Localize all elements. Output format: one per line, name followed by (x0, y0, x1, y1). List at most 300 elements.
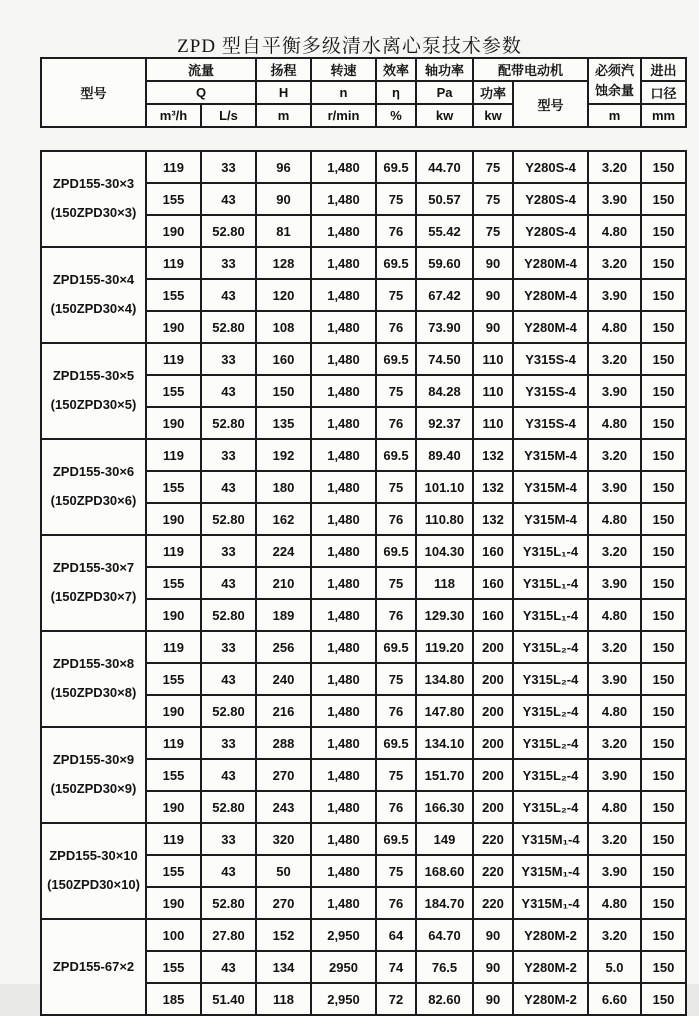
cell-efficiency-pct: 76 (376, 407, 416, 439)
header-head-unit: m (256, 104, 311, 127)
pump-model-alias: (150ZPD30×3) (50, 205, 137, 220)
header-flow-unit-m3h: m³/h (146, 104, 201, 127)
header-flow-symbol: Q (146, 81, 256, 104)
header-table (40, 57, 687, 128)
cell-speed-rpm: 1,480 (311, 247, 376, 279)
cell-inout-dia-mm: 150 (641, 951, 686, 983)
cell-inout-dia-mm: 150 (641, 919, 686, 951)
header-flow: 流量 (146, 58, 256, 81)
cell-npsh-m: 3.20 (588, 535, 641, 567)
cell-npsh-m: 3.90 (588, 567, 641, 599)
cell-npsh-m: 4.80 (588, 887, 641, 919)
pump-model-cell (41, 247, 146, 343)
cell-efficiency-pct: 69.5 (376, 247, 416, 279)
cell-efficiency-pct: 75 (376, 279, 416, 311)
cell-head-m: 189 (256, 599, 311, 631)
cell-inout-dia-mm: 150 (641, 663, 686, 695)
cell-flow-m3h: 190 (146, 791, 201, 823)
cell-efficiency-pct: 76 (376, 791, 416, 823)
cell-motor-model: Y315M-4 (513, 503, 588, 535)
header-speed: 转速 (311, 58, 376, 81)
table-row (41, 823, 686, 855)
cell-motor-model: Y315M-4 (513, 471, 588, 503)
cell-npsh-m: 3.90 (588, 375, 641, 407)
cell-shaft-power-kw: 59.60 (416, 247, 473, 279)
header-motor-model: 型号 (513, 81, 588, 127)
cell-npsh-m: 4.80 (588, 215, 641, 247)
cell-inout-dia-mm: 150 (641, 631, 686, 663)
cell-efficiency-pct: 75 (376, 567, 416, 599)
header-npsh: 必须汽蚀余量 (588, 58, 641, 104)
cell-motor-power-kw: 90 (473, 247, 513, 279)
header-shaft-power: 轴功率 (416, 58, 473, 81)
header-head: 扬程 (256, 58, 311, 81)
cell-npsh-m: 3.90 (588, 471, 641, 503)
cell-inout-dia-mm: 150 (641, 727, 686, 759)
cell-motor-model: Y315L₂-4 (513, 727, 588, 759)
cell-flow-ls: 43 (201, 855, 256, 887)
pump-model-cell (41, 727, 146, 823)
cell-inout-dia-mm: 150 (641, 599, 686, 631)
cell-flow-m3h: 155 (146, 567, 201, 599)
cell-speed-rpm: 1,480 (311, 311, 376, 343)
cell-flow-m3h: 190 (146, 407, 201, 439)
pump-model-name: ZPD155-30×10 (49, 848, 138, 864)
pump-model-cell (41, 151, 146, 247)
cell-head-m: 118 (256, 983, 311, 1015)
cell-motor-model: Y280M-4 (513, 247, 588, 279)
cell-efficiency-pct: 69.5 (376, 535, 416, 567)
cell-shaft-power-kw: 82.60 (416, 983, 473, 1015)
cell-shaft-power-kw: 44.70 (416, 151, 473, 183)
cell-motor-power-kw: 160 (473, 599, 513, 631)
cell-inout-dia-mm: 150 (641, 695, 686, 727)
cell-npsh-m: 3.90 (588, 663, 641, 695)
cell-speed-rpm: 1,480 (311, 663, 376, 695)
cell-motor-power-kw: 75 (473, 183, 513, 215)
pump-model-name: ZPD155-30×9 (52, 752, 135, 768)
cell-shaft-power-kw: 149 (416, 823, 473, 855)
cell-npsh-m: 4.80 (588, 695, 641, 727)
pump-model-alias: (150ZPD30×5) (50, 397, 137, 412)
cell-flow-ls: 43 (201, 759, 256, 791)
cell-npsh-m: 3.20 (588, 631, 641, 663)
cell-npsh-m: 3.90 (588, 279, 641, 311)
cell-efficiency-pct: 69.5 (376, 439, 416, 471)
pump-model-cell (41, 343, 146, 439)
cell-flow-ls: 33 (201, 727, 256, 759)
table-row (41, 631, 686, 663)
cell-speed-rpm: 1,480 (311, 855, 376, 887)
cell-shaft-power-kw: 67.42 (416, 279, 473, 311)
cell-motor-power-kw: 160 (473, 567, 513, 599)
cell-motor-model: Y280S-4 (513, 151, 588, 183)
table-row (41, 535, 686, 567)
table-row (41, 247, 686, 279)
table-row (41, 727, 686, 759)
cell-shaft-power-kw: 166.30 (416, 791, 473, 823)
cell-inout-dia-mm: 150 (641, 407, 686, 439)
cell-motor-model: Y315M-4 (513, 439, 588, 471)
cell-efficiency-pct: 76 (376, 695, 416, 727)
header-inout-line1: 进出 (641, 58, 686, 81)
cell-motor-model: Y315S-4 (513, 375, 588, 407)
cell-head-m: 240 (256, 663, 311, 695)
cell-efficiency-pct: 72 (376, 983, 416, 1015)
cell-shaft-power-kw: 147.80 (416, 695, 473, 727)
header-speed-symbol: n (311, 81, 376, 104)
cell-efficiency-pct: 75 (376, 855, 416, 887)
cell-shaft-power-kw: 84.28 (416, 375, 473, 407)
cell-inout-dia-mm: 150 (641, 439, 686, 471)
cell-flow-m3h: 190 (146, 503, 201, 535)
cell-npsh-m: 3.20 (588, 439, 641, 471)
cell-inout-dia-mm: 150 (641, 823, 686, 855)
cell-npsh-m: 3.90 (588, 759, 641, 791)
cell-motor-model: Y280M-4 (513, 311, 588, 343)
cell-motor-power-kw: 132 (473, 503, 513, 535)
cell-speed-rpm: 2,950 (311, 919, 376, 951)
cell-head-m: 288 (256, 727, 311, 759)
pump-model-cell (41, 631, 146, 727)
cell-head-m: 90 (256, 183, 311, 215)
cell-motor-power-kw: 200 (473, 727, 513, 759)
cell-npsh-m: 3.90 (588, 855, 641, 887)
cell-motor-model: Y315S-4 (513, 407, 588, 439)
cell-flow-ls: 33 (201, 535, 256, 567)
cell-inout-dia-mm: 150 (641, 535, 686, 567)
cell-efficiency-pct: 64 (376, 919, 416, 951)
cell-efficiency-pct: 69.5 (376, 727, 416, 759)
cell-motor-power-kw: 160 (473, 535, 513, 567)
cell-head-m: 50 (256, 855, 311, 887)
cell-motor-power-kw: 90 (473, 983, 513, 1015)
cell-motor-model: Y315L₂-4 (513, 759, 588, 791)
cell-shaft-power-kw: 151.70 (416, 759, 473, 791)
header-npsh-unit: m (588, 104, 641, 127)
pump-model-cell (41, 535, 146, 631)
cell-speed-rpm: 1,480 (311, 567, 376, 599)
cell-flow-ls: 43 (201, 567, 256, 599)
cell-flow-ls: 43 (201, 375, 256, 407)
cell-flow-m3h: 119 (146, 439, 201, 471)
pump-model-name: ZPD155-30×4 (52, 272, 135, 288)
cell-head-m: 120 (256, 279, 311, 311)
cell-inout-dia-mm: 150 (641, 503, 686, 535)
cell-flow-ls: 51.40 (201, 983, 256, 1015)
cell-flow-m3h: 119 (146, 247, 201, 279)
cell-flow-m3h: 190 (146, 215, 201, 247)
cell-efficiency-pct: 74 (376, 951, 416, 983)
cell-motor-power-kw: 110 (473, 343, 513, 375)
cell-motor-power-kw: 90 (473, 951, 513, 983)
cell-motor-model: Y315M₁-4 (513, 855, 588, 887)
cell-flow-ls: 43 (201, 279, 256, 311)
pump-model-name: ZPD155-30×7 (52, 560, 135, 576)
pump-table-body (41, 151, 686, 1015)
cell-flow-ls: 33 (201, 151, 256, 183)
cell-motor-model: Y315M₁-4 (513, 887, 588, 919)
cell-inout-dia-mm: 150 (641, 215, 686, 247)
cell-inout-dia-mm: 150 (641, 343, 686, 375)
cell-shaft-power-kw: 74.50 (416, 343, 473, 375)
cell-head-m: 152 (256, 919, 311, 951)
header-motor-power: 功率 (473, 81, 513, 104)
cell-head-m: 243 (256, 791, 311, 823)
cell-flow-m3h: 119 (146, 535, 201, 567)
cell-head-m: 216 (256, 695, 311, 727)
cell-shaft-power-kw: 50.57 (416, 183, 473, 215)
header-motor-power-unit: kw (473, 104, 513, 127)
cell-shaft-power-kw: 129.30 (416, 599, 473, 631)
cell-speed-rpm: 1,480 (311, 503, 376, 535)
cell-inout-dia-mm: 150 (641, 983, 686, 1015)
cell-motor-power-kw: 200 (473, 631, 513, 663)
cell-head-m: 135 (256, 407, 311, 439)
cell-flow-m3h: 190 (146, 887, 201, 919)
cell-shaft-power-kw: 134.80 (416, 663, 473, 695)
cell-motor-model: Y280M-4 (513, 279, 588, 311)
cell-flow-m3h: 155 (146, 375, 201, 407)
page-title: ZPD 型自平衡多级清水离心泵技术参数 (177, 36, 522, 57)
cell-motor-power-kw: 220 (473, 855, 513, 887)
cell-inout-dia-mm: 150 (641, 279, 686, 311)
cell-motor-model: Y315L₂-4 (513, 663, 588, 695)
table-row (41, 343, 686, 375)
cell-flow-m3h: 119 (146, 631, 201, 663)
pump-data-table (40, 150, 687, 1016)
header-speed-unit: r/min (311, 104, 376, 127)
cell-npsh-m: 4.80 (588, 311, 641, 343)
cell-flow-ls: 43 (201, 471, 256, 503)
cell-motor-model: Y315S-4 (513, 343, 588, 375)
cell-motor-model: Y280M-2 (513, 983, 588, 1015)
cell-efficiency-pct: 76 (376, 503, 416, 535)
cell-speed-rpm: 1,480 (311, 599, 376, 631)
cell-efficiency-pct: 69.5 (376, 823, 416, 855)
cell-flow-ls: 43 (201, 183, 256, 215)
cell-efficiency-pct: 75 (376, 759, 416, 791)
cell-head-m: 210 (256, 567, 311, 599)
cell-npsh-m: 3.20 (588, 247, 641, 279)
cell-motor-model: Y315L₁-4 (513, 535, 588, 567)
pump-model-name: ZPD155-30×5 (52, 368, 135, 384)
cell-npsh-m: 3.20 (588, 343, 641, 375)
cell-efficiency-pct: 75 (376, 375, 416, 407)
cell-flow-ls: 52.80 (201, 887, 256, 919)
cell-flow-m3h: 155 (146, 183, 201, 215)
cell-motor-power-kw: 110 (473, 375, 513, 407)
cell-shaft-power-kw: 168.60 (416, 855, 473, 887)
cell-shaft-power-kw: 104.30 (416, 535, 473, 567)
cell-shaft-power-kw: 76.5 (416, 951, 473, 983)
cell-motor-power-kw: 90 (473, 311, 513, 343)
pump-model-cell (41, 919, 146, 1015)
cell-flow-m3h: 119 (146, 151, 201, 183)
cell-flow-ls: 52.80 (201, 407, 256, 439)
cell-flow-m3h: 155 (146, 951, 201, 983)
cell-flow-ls: 43 (201, 951, 256, 983)
cell-speed-rpm: 1,480 (311, 375, 376, 407)
header-flow-unit-ls: L/s (201, 104, 256, 127)
cell-efficiency-pct: 76 (376, 311, 416, 343)
cell-motor-model: Y280M-2 (513, 951, 588, 983)
cell-speed-rpm: 1,480 (311, 759, 376, 791)
cell-flow-m3h: 155 (146, 855, 201, 887)
cell-flow-m3h: 155 (146, 663, 201, 695)
cell-flow-ls: 52.80 (201, 311, 256, 343)
cell-efficiency-pct: 69.5 (376, 343, 416, 375)
cell-shaft-power-kw: 110.80 (416, 503, 473, 535)
cell-head-m: 270 (256, 759, 311, 791)
pump-model-name: ZPD155-30×3 (52, 176, 135, 192)
cell-flow-ls: 33 (201, 823, 256, 855)
pump-model-name: ZPD155-67×2 (52, 958, 135, 974)
cell-flow-ls: 52.80 (201, 791, 256, 823)
cell-flow-ls: 27.80 (201, 919, 256, 951)
pump-model-alias: (150ZPD30×4) (50, 301, 137, 316)
cell-speed-rpm: 1,480 (311, 439, 376, 471)
cell-shaft-power-kw: 89.40 (416, 439, 473, 471)
table-row (41, 439, 686, 471)
header-inout-unit: mm (641, 104, 686, 127)
cell-shaft-power-kw: 55.42 (416, 215, 473, 247)
cell-efficiency-pct: 75 (376, 663, 416, 695)
cell-head-m: 96 (256, 151, 311, 183)
cell-npsh-m: 4.80 (588, 599, 641, 631)
cell-motor-model: Y315L₁-4 (513, 567, 588, 599)
cell-motor-model: Y315L₂-4 (513, 695, 588, 727)
cell-shaft-power-kw: 119.20 (416, 631, 473, 663)
cell-motor-model: Y315L₂-4 (513, 631, 588, 663)
cell-speed-rpm: 1,480 (311, 407, 376, 439)
cell-flow-ls: 43 (201, 663, 256, 695)
cell-flow-ls: 33 (201, 631, 256, 663)
cell-flow-m3h: 190 (146, 311, 201, 343)
cell-flow-m3h: 155 (146, 759, 201, 791)
cell-efficiency-pct: 75 (376, 183, 416, 215)
cell-head-m: 270 (256, 887, 311, 919)
header-motor: 配带电动机 (473, 58, 588, 81)
cell-motor-power-kw: 200 (473, 695, 513, 727)
header-efficiency-unit: % (376, 104, 416, 127)
cell-efficiency-pct: 75 (376, 471, 416, 503)
cell-speed-rpm: 1,480 (311, 471, 376, 503)
cell-speed-rpm: 1,480 (311, 151, 376, 183)
pump-model-cell (41, 823, 146, 919)
pump-model-name: ZPD155-30×6 (52, 464, 135, 480)
cell-shaft-power-kw: 134.10 (416, 727, 473, 759)
cell-flow-ls: 52.80 (201, 215, 256, 247)
cell-motor-power-kw: 75 (473, 215, 513, 247)
cell-speed-rpm: 1,480 (311, 887, 376, 919)
header-efficiency-symbol: η (376, 81, 416, 104)
cell-flow-m3h: 119 (146, 727, 201, 759)
pump-model-alias: (150ZPD30×6) (50, 493, 137, 508)
cell-head-m: 134 (256, 951, 311, 983)
cell-speed-rpm: 1,480 (311, 343, 376, 375)
cell-shaft-power-kw: 184.70 (416, 887, 473, 919)
cell-inout-dia-mm: 150 (641, 759, 686, 791)
cell-inout-dia-mm: 150 (641, 375, 686, 407)
header-shaft-power-unit: kw (416, 104, 473, 127)
cell-flow-ls: 52.80 (201, 695, 256, 727)
cell-flow-ls: 33 (201, 247, 256, 279)
cell-head-m: 128 (256, 247, 311, 279)
cell-shaft-power-kw: 92.37 (416, 407, 473, 439)
cell-npsh-m: 3.90 (588, 183, 641, 215)
cell-flow-ls: 33 (201, 343, 256, 375)
cell-head-m: 160 (256, 343, 311, 375)
cell-flow-m3h: 155 (146, 279, 201, 311)
cell-flow-m3h: 185 (146, 983, 201, 1015)
cell-efficiency-pct: 76 (376, 887, 416, 919)
header-shaft-power-symbol: Pa (416, 81, 473, 104)
cell-npsh-m: 4.80 (588, 407, 641, 439)
pump-model-alias: (150ZPD30×8) (50, 685, 137, 700)
cell-inout-dia-mm: 150 (641, 471, 686, 503)
cell-shaft-power-kw: 118 (416, 567, 473, 599)
cell-motor-power-kw: 75 (473, 151, 513, 183)
cell-head-m: 180 (256, 471, 311, 503)
cell-motor-model: Y280S-4 (513, 215, 588, 247)
header-model: 型号 (41, 58, 146, 127)
cell-motor-model: Y315M₁-4 (513, 823, 588, 855)
cell-head-m: 256 (256, 631, 311, 663)
cell-speed-rpm: 1,480 (311, 823, 376, 855)
cell-motor-model: Y315L₂-4 (513, 791, 588, 823)
cell-speed-rpm: 1,480 (311, 631, 376, 663)
cell-flow-m3h: 190 (146, 599, 201, 631)
cell-npsh-m: 4.80 (588, 791, 641, 823)
cell-shaft-power-kw: 73.90 (416, 311, 473, 343)
cell-motor-power-kw: 110 (473, 407, 513, 439)
cell-speed-rpm: 1,480 (311, 727, 376, 759)
cell-motor-power-kw: 220 (473, 887, 513, 919)
table-row (41, 151, 686, 183)
cell-efficiency-pct: 69.5 (376, 631, 416, 663)
cell-inout-dia-mm: 150 (641, 183, 686, 215)
cell-speed-rpm: 1,480 (311, 215, 376, 247)
cell-inout-dia-mm: 150 (641, 855, 686, 887)
cell-flow-ls: 52.80 (201, 503, 256, 535)
header-row-1 (41, 58, 686, 81)
cell-flow-m3h: 119 (146, 823, 201, 855)
header-efficiency: 效率 (376, 58, 416, 81)
cell-motor-power-kw: 220 (473, 823, 513, 855)
cell-speed-rpm: 1,480 (311, 791, 376, 823)
pump-model-alias: (150ZPD30×7) (50, 589, 137, 604)
cell-motor-power-kw: 200 (473, 759, 513, 791)
pump-model-name: ZPD155-30×8 (52, 656, 135, 672)
cell-motor-model: Y315L₁-4 (513, 599, 588, 631)
cell-speed-rpm: 1,480 (311, 279, 376, 311)
cell-flow-ls: 33 (201, 439, 256, 471)
cell-head-m: 108 (256, 311, 311, 343)
cell-motor-power-kw: 90 (473, 919, 513, 951)
cell-motor-model: Y280S-4 (513, 183, 588, 215)
cell-speed-rpm: 1,480 (311, 535, 376, 567)
cell-inout-dia-mm: 150 (641, 247, 686, 279)
cell-npsh-m: 3.20 (588, 823, 641, 855)
cell-npsh-m: 5.0 (588, 951, 641, 983)
cell-flow-m3h: 119 (146, 343, 201, 375)
cell-inout-dia-mm: 150 (641, 567, 686, 599)
cell-head-m: 81 (256, 215, 311, 247)
cell-motor-power-kw: 132 (473, 439, 513, 471)
cell-speed-rpm: 1,480 (311, 183, 376, 215)
table-row (41, 919, 686, 951)
